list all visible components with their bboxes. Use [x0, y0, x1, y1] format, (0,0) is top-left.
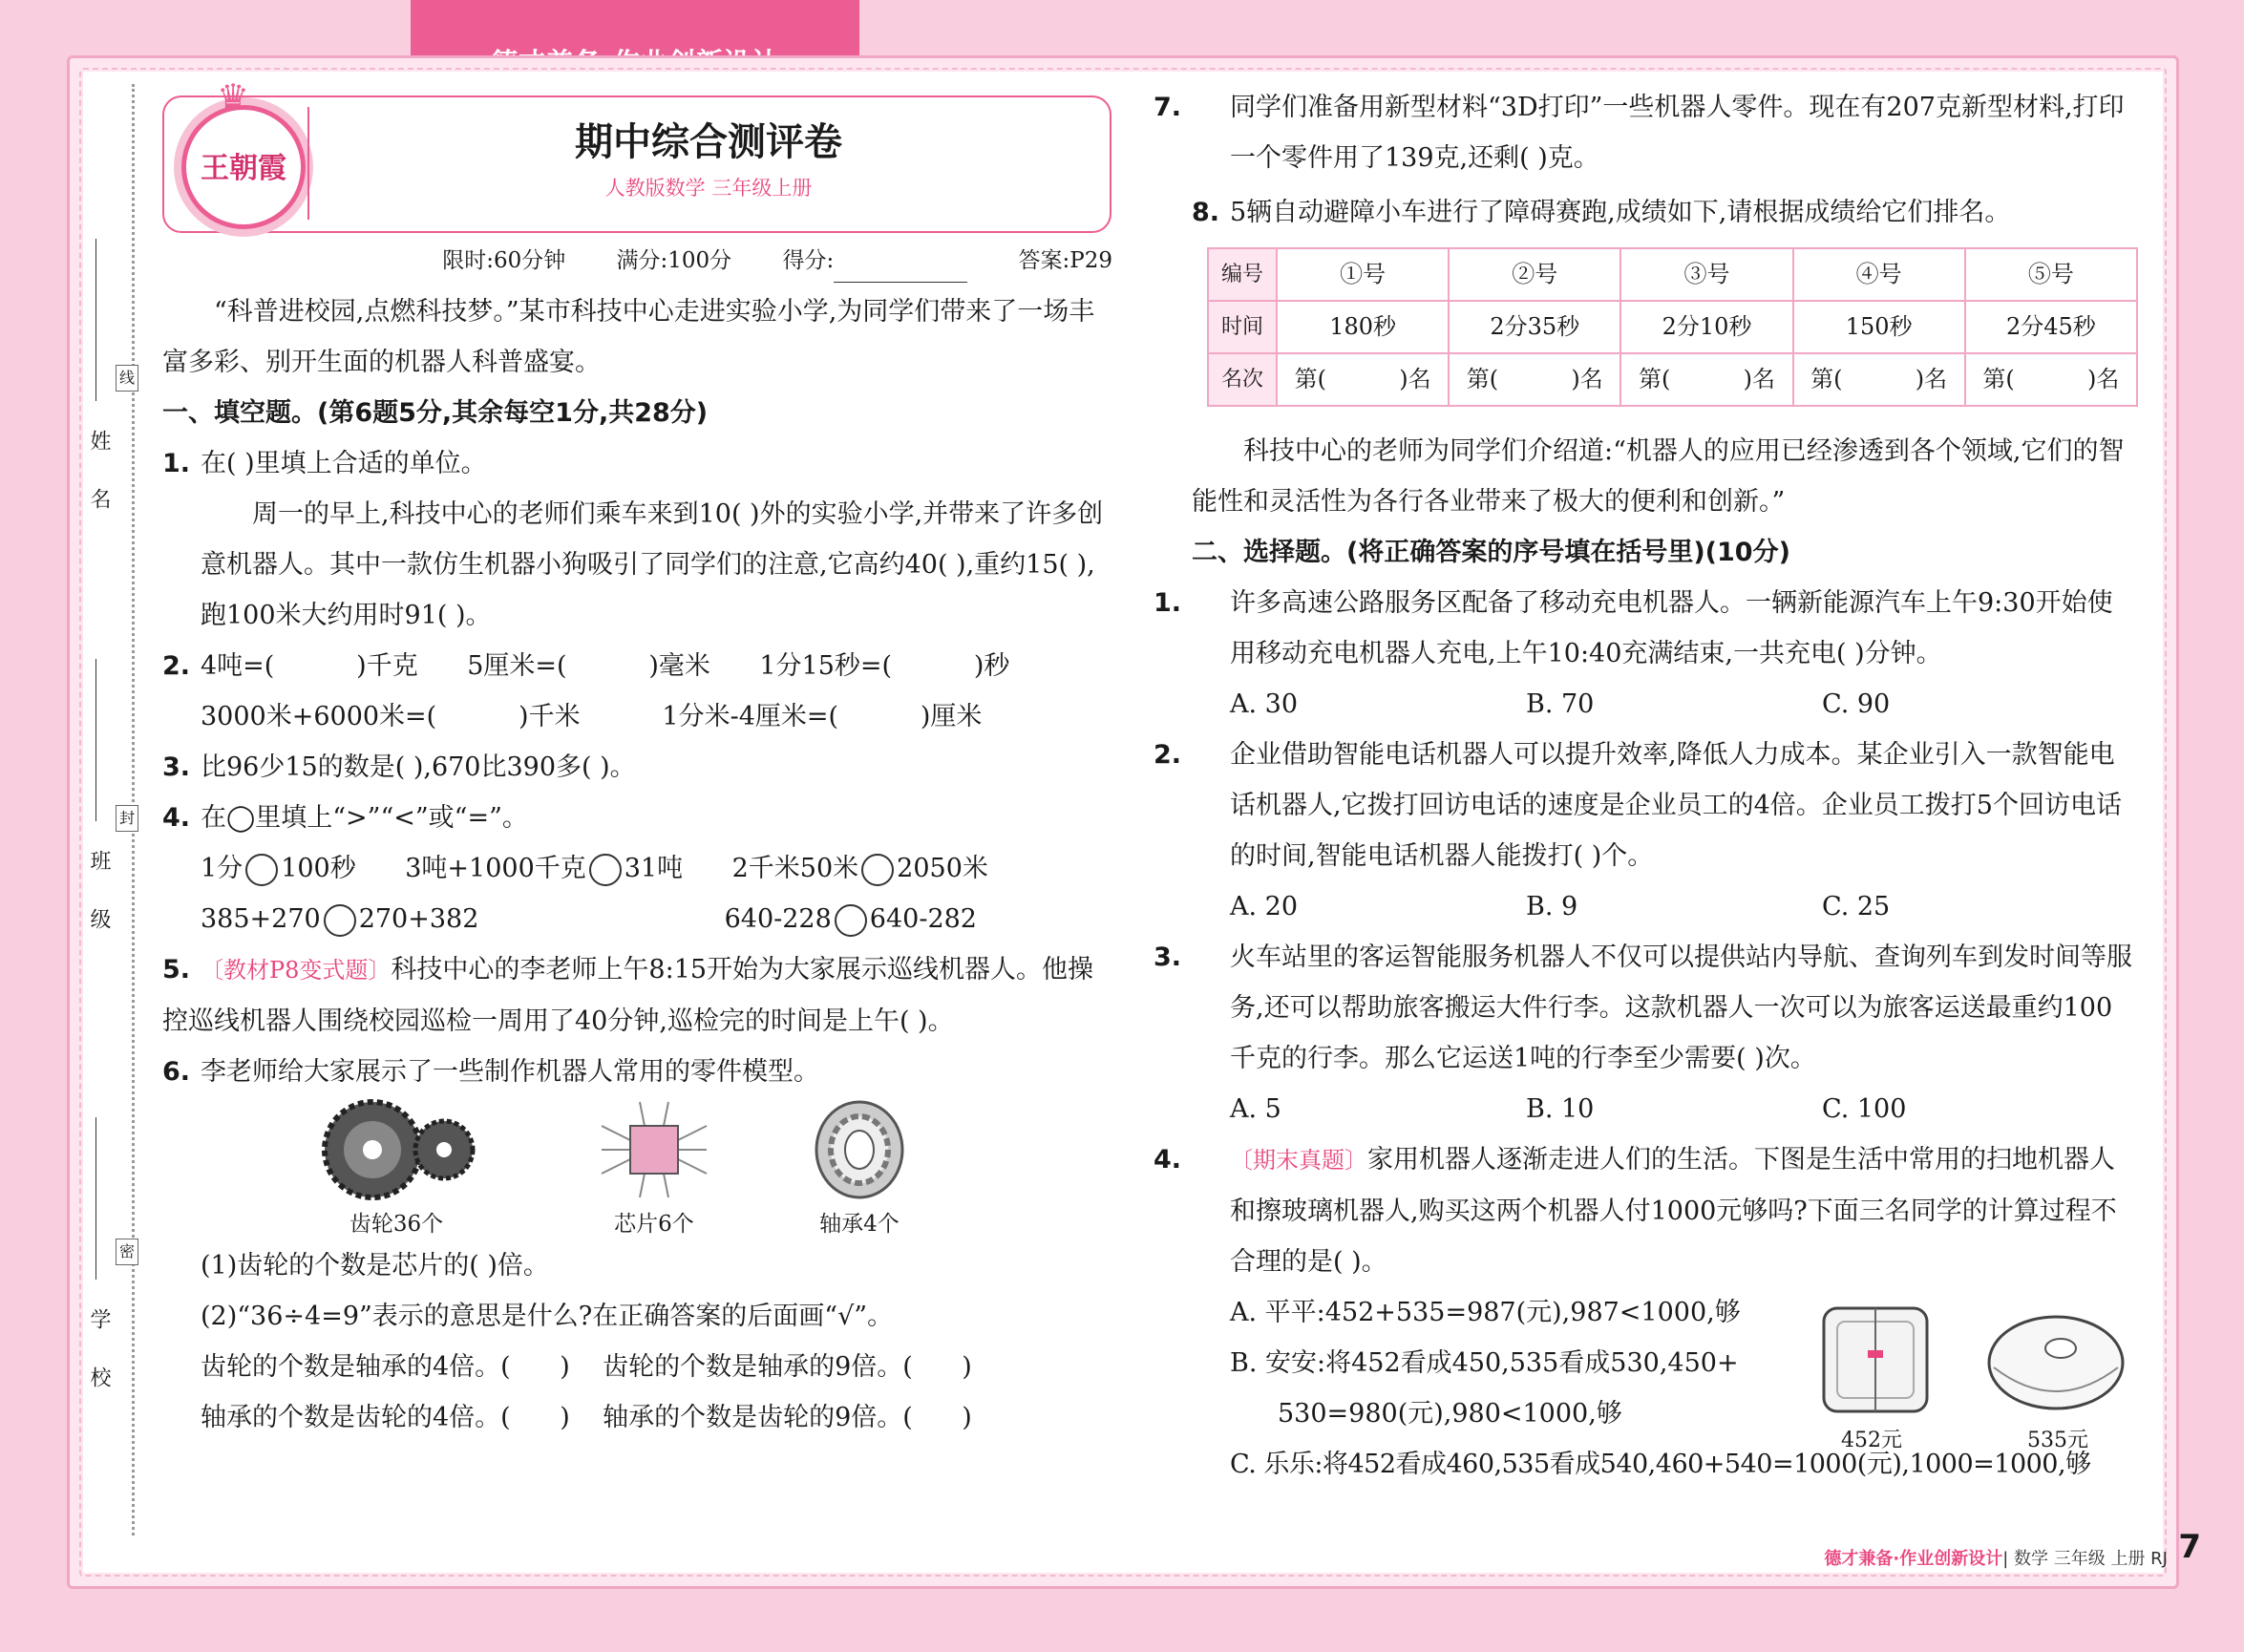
cut-mark-line: 线	[116, 365, 138, 392]
class-label: 班 级	[87, 850, 111, 944]
race-table	[1207, 247, 2138, 407]
choice-3: 3. 火车站里的客运智能服务机器人不仅可以提供站内导航、查询列车到发时间等服务,还可以帮助旅客搬运大件行李。这款机器人一次可以为旅客运送最重约100千克的行李。那么它运送1吨的行李至少需要( )次。	[1154, 942, 2132, 1073]
school-label: 学 校	[87, 1308, 111, 1403]
choice-2-options: A. 20 B. 9 C. 25	[1230, 892, 1891, 921]
page-subtitle: 人教版数学 三年级上册	[604, 177, 813, 200]
question-6-options2: 轴承的个数是齿轮的4倍。( ) 轴承的个数是齿轮的9倍。( )	[201, 1403, 972, 1432]
question-5: 5. 〔教材P8变式题〕科技中心的李老师上午8:15开始为大家展示巡线机器人。他操控巡线机器人围绕校园巡检一周用了40分钟,巡检完的时间是上午( )。	[162, 955, 1094, 1036]
question-6-sub1: (1)齿轮的个数是芯片的( )倍。	[201, 1251, 549, 1281]
table-row: 编号 ①号 ②号 ③号 ④号 ⑤号	[1208, 248, 2137, 301]
intro-text: “科普进校园,点燃科技梦。”某市科技中心走进实验小学,为同学们带来了一场丰富多彩、别开生面的机器人科普盛宴。	[162, 297, 1095, 377]
vacuum-robot-icon	[1984, 1310, 2128, 1415]
bearing-figure: 轴承4个	[812, 1097, 907, 1239]
question-3: 3. 比96少15的数是( ),670比390多( )。	[162, 752, 636, 782]
name-label: 姓 名	[87, 430, 111, 524]
choice-4-option-b2: 530=980(元),980<1000,够	[1278, 1399, 1622, 1429]
choice-1: 1. 许多高速公路服务区配备了移动充电机器人。一辆新能源汽车上午9:30开始使用移动充电机器人充电,上午10:40充满结束,一共充电( )分钟。	[1154, 588, 2113, 668]
question-1-text: 周一的早上,科技中心的老师们乘车来到10( )外的实验小学,并带来了许多创意机器人。其中一款仿生机器小狗吸引了同学们的注意,它高约40( ),重约15( ),跑100米大约用时91( )。	[201, 499, 1104, 630]
gear-icon	[315, 1097, 477, 1202]
left-column	[162, 76, 1112, 1443]
score-blank[interactable]	[834, 257, 967, 283]
gear-figure: 齿轮36个	[315, 1097, 477, 1239]
question-8: 8. 5辆自动避障小车进行了障碍赛跑,成绩如下,请根据成绩给它们排名。	[1192, 198, 2011, 227]
page-title: 期中综合测评卷	[575, 120, 842, 164]
table-row: 名次 第( )名 第( )名 第( )名 第( )名 第( )名	[1208, 353, 2137, 406]
footer: 德才兼备·作业创新设计| 数学 三年级 上册 RJ	[1824, 1549, 2168, 1569]
price-2: 535元	[2027, 1429, 2088, 1452]
chip-figure: 芯片6个	[592, 1097, 716, 1239]
intro-text-2: 科技中心的老师为同学们介绍道:“机器人的应用已经渗透到各个领域,它们的智能性和灵活性为各行各业带来了极大的便利和创新。”	[1192, 436, 2125, 517]
compare-circle[interactable]	[835, 904, 867, 937]
question-6-options1: 齿轮的个数是轴承的4倍。( ) 齿轮的个数是轴承的9倍。( )	[201, 1352, 972, 1382]
compare-circle[interactable]	[589, 854, 622, 886]
choice-3-options: A. 5 B. 10 C. 100	[1230, 1094, 1907, 1124]
window-robot-icon	[1818, 1303, 1933, 1417]
name-line	[95, 239, 96, 401]
question-2-line2: 3000米+6000米=( )千米 1分米-4厘米=( )厘米	[201, 702, 983, 731]
class-line	[95, 659, 96, 821]
choice-4-option-c[interactable]: C. 乐乐:将452看成460,535看成540,460+540=1000(元),1000=1000,够	[1230, 1450, 2091, 1479]
cut-mark-seal: 封	[116, 805, 138, 832]
page-number: 7	[2178, 1528, 2201, 1566]
compare-circle[interactable]	[861, 854, 894, 886]
chip-icon	[592, 1097, 716, 1202]
compare-circle[interactable]	[324, 904, 356, 937]
question-1: 1. 在( )里填上合适的单位。	[162, 449, 487, 478]
section-2-heading: 二、选择题。(将正确答案的序号填在括号里)(10分)	[1192, 538, 1790, 567]
choice-1-options: A. 30 B. 70 C. 90	[1230, 689, 1891, 719]
question-4-row1: 1分 100秒 3吨+1000千克 31吨 2千米50米 2050米	[162, 843, 1112, 894]
question-6: 6. 李老师给大家展示了一些制作机器人常用的零件模型。	[162, 1057, 819, 1087]
bearing-icon	[812, 1097, 907, 1202]
exam-meta: 限时:60分钟 满分:100分 得分: 答案:P29	[162, 239, 1112, 283]
choice-2: 2. 企业借助智能电话机器人可以提升效率,降低人力成本。某企业引入一款智能电话机器人,它拨打回访电话的速度是企业员工的4倍。企业员工拨打5个回访电话的时间,智能电话机器人能拨打( )个。	[1154, 740, 2122, 871]
choice-4-option-b[interactable]: B. 安安:将452看成450,535看成530,450+	[1230, 1348, 1739, 1378]
question-7: 7. 同学们准备用新型材料“3D打印”一些机器人零件。现在有207克新型材料,打印一个零件用了139克,还剩( )克。	[1154, 93, 2125, 173]
robots-figure	[1812, 1303, 2137, 1532]
question-4-row2: 385+270 270+382 640-228 640-282	[162, 894, 1112, 944]
exam-header	[162, 76, 1111, 233]
choice-4-option-a[interactable]: A. 平平:452+535=987(元),987<1000,够	[1230, 1298, 1741, 1327]
question-4: 4. 在◯里填上“>”“<”或“=”。	[162, 803, 528, 833]
right-column	[1154, 82, 2137, 1490]
price-1: 452元	[1841, 1429, 1902, 1452]
crown-icon: ♛	[217, 76, 250, 118]
choice-4: 4. 〔期末真题〕家用机器人逐渐走进人们的生活。下图是生活中常用的扫地机器人和擦玻璃机器人,购买这两个机器人付1000元够吗?下面三名同学的计算过程不合理的是( )。	[1154, 1145, 2117, 1277]
school-line	[95, 1117, 96, 1280]
question-2: 2. 4吨=( )千克 5厘米=( )毫米 1分15秒=( )秒	[162, 651, 1010, 681]
section-1-heading: 一、填空题。(第6题5分,其余每空1分,共28分)	[162, 398, 709, 428]
question-6-sub2: (2)“36÷4=9”表示的意思是什么?在正确答案的后面画“√”。	[201, 1302, 894, 1331]
logo: ♛ 王朝霞	[181, 105, 306, 229]
parts-figure	[201, 1097, 1112, 1240]
compare-circle[interactable]	[245, 854, 278, 886]
cut-mark-secret: 密	[116, 1239, 138, 1265]
table-row: 时间 180秒 2分35秒 2分10秒 150秒 2分45秒	[1208, 301, 2137, 353]
